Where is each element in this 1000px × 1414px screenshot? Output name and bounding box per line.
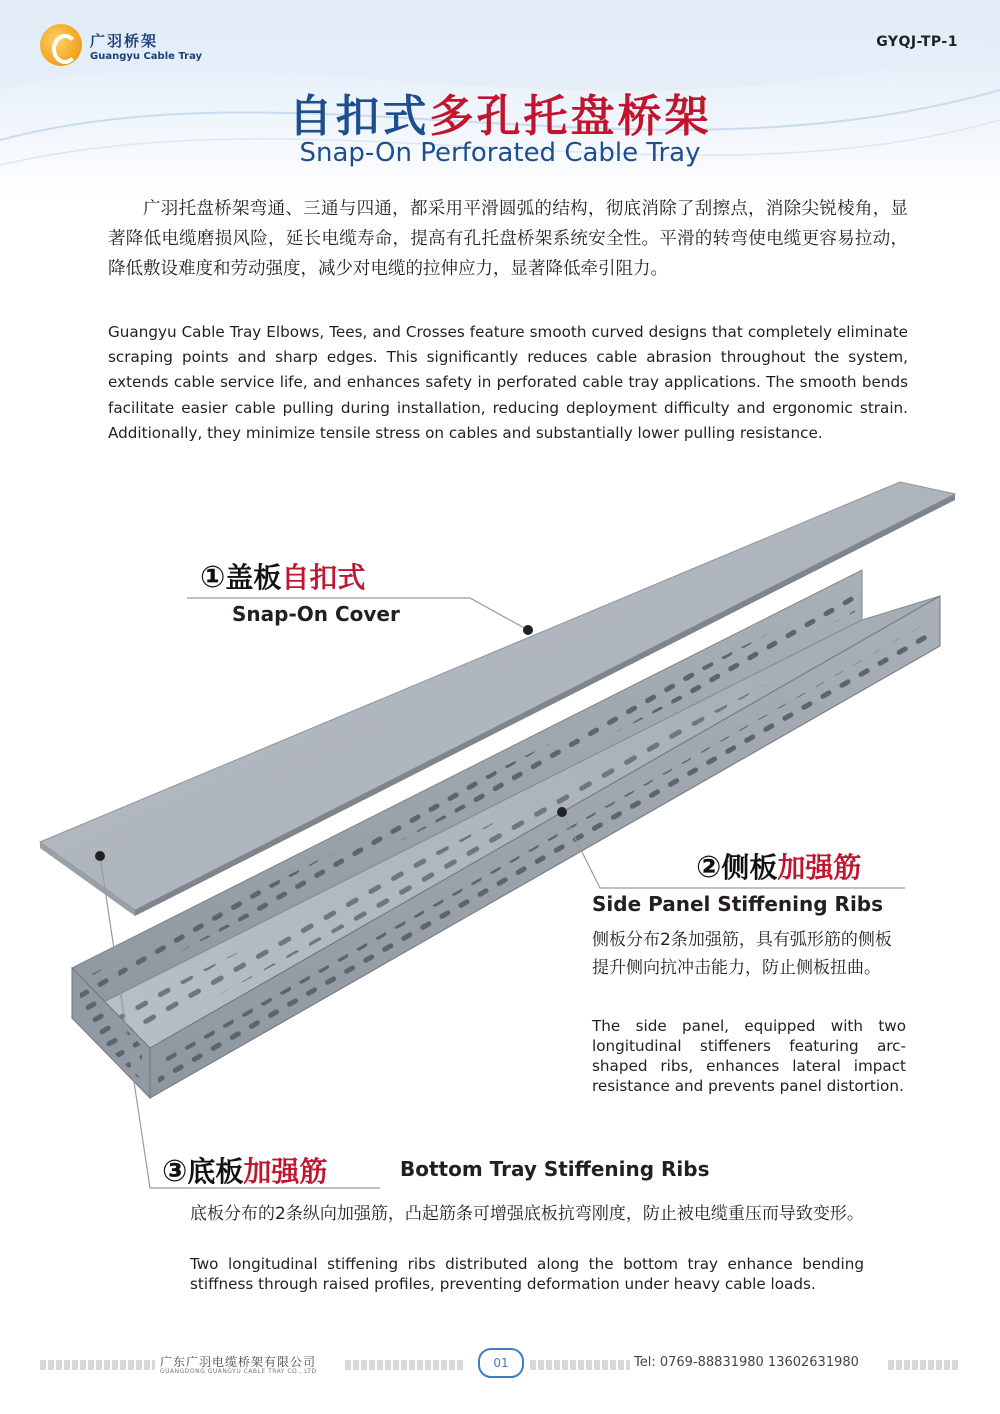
footer-bar-left (40, 1360, 155, 1370)
feature-1-number: ① (200, 560, 226, 595)
feature-3-title-cn-red: 加强筋 (243, 1155, 328, 1188)
page-footer (0, 1344, 1000, 1384)
feature-3-title (162, 1150, 327, 1190)
page-number: 01 (478, 1348, 524, 1378)
feature-1-title-cn: 盖板 (225, 561, 282, 594)
feature-3-title-cn: 底板 (187, 1155, 244, 1188)
company-logo (40, 24, 203, 70)
feature-3-desc-cn: 底板分布的2条纵向加强筋，凸起筋条可增强底板抗弯刚度，防止被电缆重压而导致变形。 (190, 1204, 864, 1224)
logo-mark-icon (40, 24, 82, 66)
feature-2-title-cn-red: 加强筋 (777, 851, 862, 884)
feature-2-desc-cn: 侧板分布2条加强筋，具有弧形筋的侧板提升侧向抗冲击能力，防止侧板扭曲。 (592, 930, 892, 978)
feature-2-number: ② (696, 850, 722, 885)
feature-3-desc-en: Two longitudinal stiffening ribs distributed along the bottom tray enhance bending stiffness through raised profiles, preventing deformation under heavy cable loads. (190, 1255, 864, 1293)
feature-2-desc-en: The side panel, equipped with two longitudinal stiffeners featuring arc-shaped ribs, enhances lateral impact resistance and prevents panel distortion. (592, 1017, 906, 1095)
callout-dot-1 (523, 625, 533, 635)
intro-paragraph-cn: 广羽托盘桥架弯通、三通与四通，都采用平滑圆弧的结构，彻底消除了刮擦点，消除尖锐棱角，显著降低电缆磨损风险，延长电缆寿命，提高有孔托盘桥架系统安全性。平滑的转弯使电缆更容易拉动，降低敷设难度和劳动强度，减少对电缆的拉伸应力，显著降低牵引阻力。 (108, 199, 908, 279)
title-cn-part1: 自扣式 (288, 91, 430, 142)
feature-1-title-en: Snap-On Cover (232, 602, 400, 626)
intro-paragraph-en: Guangyu Cable Tray Elbows, Tees, and Crosses feature smooth curved designs that completely eliminate scraping points and sharp edges. This significantly reduces cable abrasion throughout the system, extends cable service life, and enhances safety in perforated cable tray applications. The smooth bends facilitate easier cable pulling during installation, reducing deployment difficulty and ergonomic strain. Additionally, they minimize tensile stress on cables and substantially lower pulling resistance. (108, 323, 908, 442)
footer-bar-mid-right (530, 1360, 630, 1370)
callout-dot-2 (557, 807, 567, 817)
page-title-en: Snap-On Perforated Cable Tray (299, 138, 701, 168)
footer-telephone: Tel: 0769-88831980 13602631980 (634, 1355, 859, 1370)
callout-dot-3 (95, 851, 105, 861)
logo-text-en: Guangyu Cable Tray (90, 51, 203, 62)
feature-2-title-cn: 侧板 (721, 851, 778, 884)
title-cn-part2: 多孔托盘桥架 (429, 91, 712, 142)
logo-text-cn: 广羽桥架 (90, 32, 159, 50)
feature-1-title-cn-red: 自扣式 (281, 561, 366, 594)
feature-1-title (200, 556, 365, 596)
feature-3-number: ③ (162, 1154, 188, 1189)
feature-2-title-en: Side Panel Stiffening Ribs (592, 892, 884, 916)
footer-company-cn: 广东广羽电缆桥架有限公司 (160, 1355, 317, 1369)
feature-3-title-en: Bottom Tray Stiffening Ribs (400, 1157, 710, 1181)
feature-2-title (696, 846, 861, 886)
page-title-cn (0, 80, 1000, 144)
footer-bar-right (888, 1360, 960, 1370)
document-code: GYQJ-TP-1 (876, 34, 958, 50)
footer-bar-mid-left (345, 1360, 465, 1370)
footer-company-en: GUANGDONG GUANGYU CABLE TRAY CO., LTD (160, 1368, 317, 1375)
